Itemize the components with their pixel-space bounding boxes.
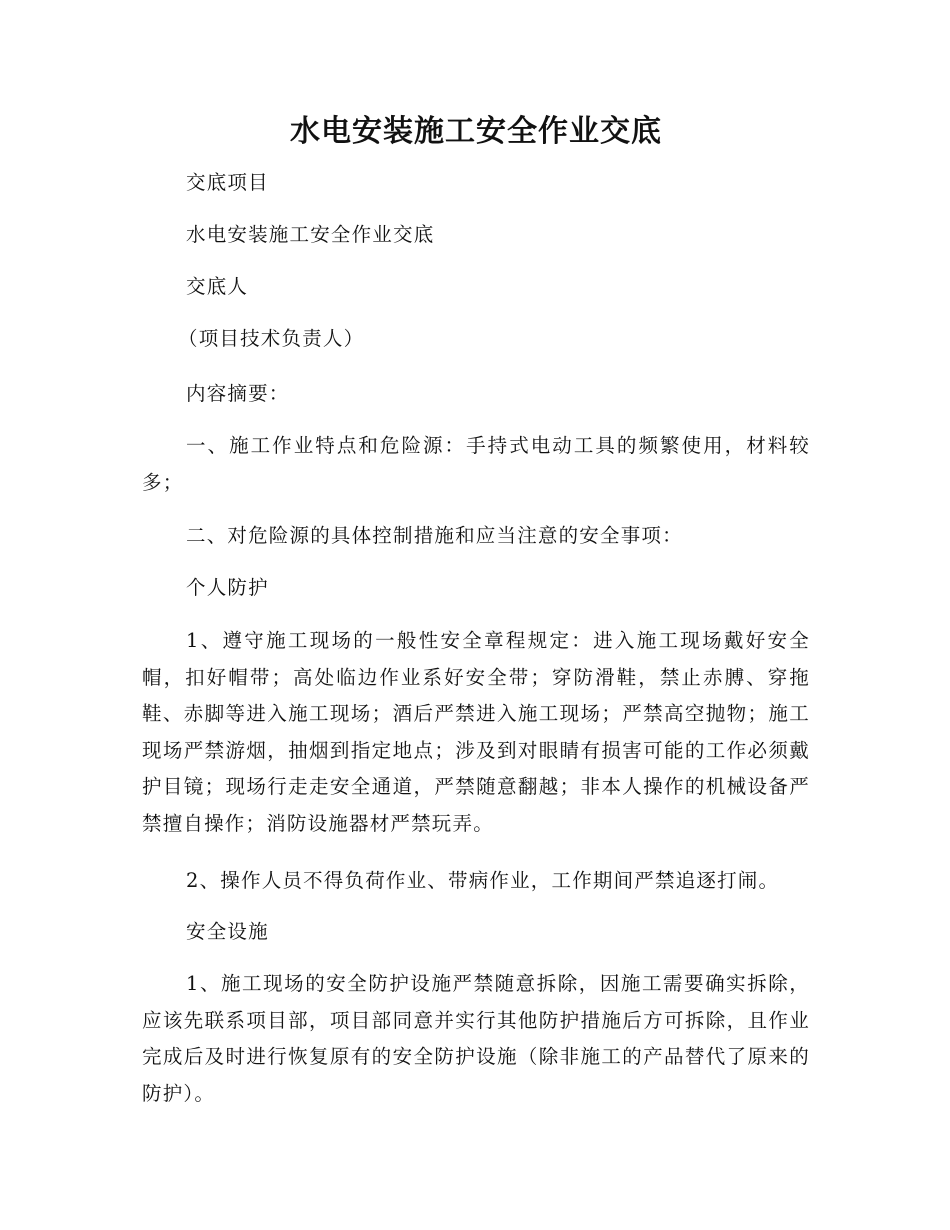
paragraph-section-two: 二、对危险源的具体控制措施和应当注意的安全事项： <box>186 524 683 547</box>
paragraph-protection-rule-2: 2、操作人员不得负荷作业、带病作业，工作期间严禁追逐打闹。 <box>186 869 780 892</box>
paragraph-section-one: 一、施工作业特点和危险源：手持式电动工具的频繁使用，材料较多； <box>142 434 810 494</box>
paragraph-facility-rule-1: 1、施工现场的安全防护设施严禁随意拆除，因施工需要确实拆除，应该先联系项目部，项目部同意并实行其他防护措施后方可拆除，且作业完成后及时进行恢复原有的安全防护设施（除非施工的产品替代了原来的防护）。 <box>142 972 810 1105</box>
document-title: 水电安装施工安全作业交底 <box>290 114 662 149</box>
paragraph-summary-label: 内容摘要： <box>186 382 290 405</box>
paragraph-person-label: 交底人 <box>186 275 249 298</box>
paragraph-protection-rule-1: 1、遵守施工现场的一般性安全章程规定：进入施工现场戴好安全帽，扣好帽带；高处临边作业系好安全带；穿防滑鞋，禁止赤膊、穿拖鞋、赤脚等进入施工现场；酒后严禁进入施工现场；严禁高空抛物；施工现场严禁游烟，抽烟到指定地点；涉及到对眼睛有损害可能的工作必须戴护目镜；现场行走走安全通道，严禁随意翻越；非本人操作的机械设备严禁擅自操作；消防设施器材严禁玩弄。 <box>142 629 810 835</box>
paragraph-person-value: （项目技术负责人） <box>178 327 365 350</box>
heading-safety-facilities: 安全设施 <box>186 920 269 943</box>
paragraph-item-value: 水电安装施工安全作业交底 <box>186 223 435 246</box>
heading-personal-protection: 个人防护 <box>186 576 269 599</box>
paragraph-item-label: 交底项目 <box>186 171 269 194</box>
